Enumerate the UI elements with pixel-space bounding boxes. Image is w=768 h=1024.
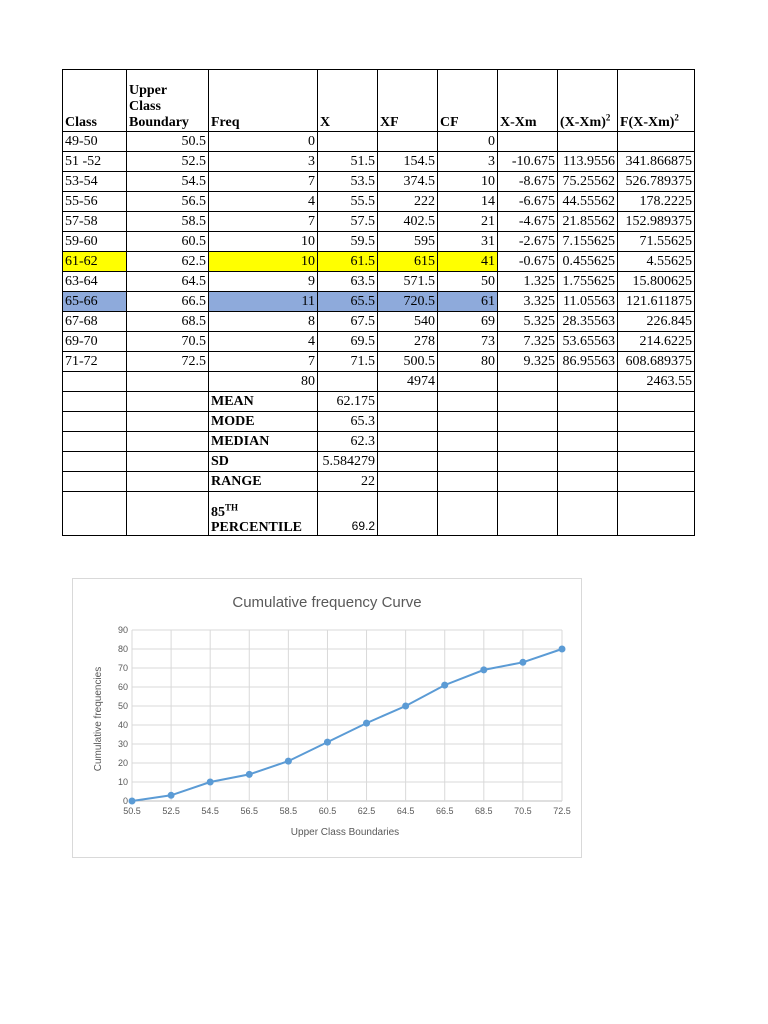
table-row [63,332,695,352]
cell-empty [558,432,618,452]
cell-empty [127,432,209,452]
cell-xf: 500.5 [378,352,438,372]
y-tick-label: 80 [117,644,128,654]
cell-empty [63,412,127,432]
chart-title: Cumulative frequency Curve [232,594,422,611]
stat-row [63,392,695,412]
x-tick-label: 50.5 [123,806,141,816]
cell-class: 59-60 [63,232,127,252]
data-point [129,798,136,805]
cell-empty [438,392,498,412]
cell-f-deviation-squared: 178.2225 [618,192,695,212]
cell-cf: 3 [438,152,498,172]
cell-freq: 11 [209,292,318,312]
cell-empty [438,492,498,536]
table-row [63,312,695,332]
y-tick-label: 30 [117,739,128,749]
cell-upper-boundary: 60.5 [127,232,209,252]
cell-x: 67.5 [318,312,378,332]
cell-empty [558,392,618,412]
cell-class: 61-62 [63,252,127,272]
cell-empty [498,392,558,412]
cell-class: 53-54 [63,172,127,192]
cell-empty [127,392,209,412]
cell-upper-boundary: 64.5 [127,272,209,292]
cell-f-deviation-squared: 341.866875 [618,152,695,172]
header-cf: CF [438,70,498,132]
cell-cf: 10 [438,172,498,192]
cell-freq: 10 [209,252,318,272]
cell-deviation: 1.325 [498,272,558,292]
cell-upper-boundary: 54.5 [127,172,209,192]
cell-empty [63,472,127,492]
cell-f-deviation-squared: 226.845 [618,312,695,332]
header-upper-class-boundary: Upper Class Boundary [127,70,209,132]
percentile-row [63,492,695,536]
cell-cf: 61 [438,292,498,312]
cell-xf [378,132,438,152]
cell-empty [558,372,618,392]
y-axis-label: Cumulative frequencies [93,666,104,772]
x-axis-label: Upper Class Boundaries [290,827,400,838]
cell-deviation-squared [558,132,618,152]
table-row [63,132,695,152]
cell-xf: 402.5 [378,212,438,232]
cell-empty [558,472,618,492]
cell-freq: 3 [209,152,318,172]
cell-xf: 540 [378,312,438,332]
data-point [559,646,566,653]
header-x-xm: X-Xm [498,70,558,132]
table-header-row [63,70,695,132]
stat-row [63,412,695,432]
data-point [207,779,214,786]
cell-empty [378,412,438,432]
x-tick-label: 68.5 [475,806,493,816]
cell-cf: 0 [438,132,498,152]
cell-xf: 154.5 [378,152,438,172]
data-point [441,682,448,689]
cell-x: 59.5 [318,232,378,252]
cell-deviation-squared: 113.9556 [558,152,618,172]
cell-freq: 4 [209,332,318,352]
x-tick-label: 58.5 [279,806,298,816]
cell-deviation: -6.675 [498,192,558,212]
cell-xf: 571.5 [378,272,438,292]
cell-empty [618,392,695,412]
cell-empty [498,372,558,392]
totals-row [63,372,695,392]
total-xf: 4974 [378,372,438,392]
data-point [363,720,370,727]
stat-label: SD [209,452,318,472]
cell-xf: 595 [378,232,438,252]
cell-f-deviation-squared: 152.989375 [618,212,695,232]
cell-deviation-squared: 21.85562 [558,212,618,232]
table-row [63,152,695,172]
cell-x: 63.5 [318,272,378,292]
cell-deviation: -10.675 [498,152,558,172]
cell-freq: 4 [209,192,318,212]
cell-empty [438,412,498,432]
stat-label: MODE [209,412,318,432]
cell-empty [438,472,498,492]
cell-xf: 720.5 [378,292,438,312]
table-row [63,192,695,212]
cell-x: 55.5 [318,192,378,212]
x-tick-label: 72.5 [553,806,571,816]
y-tick-label: 60 [117,682,128,692]
cell-upper-boundary: 68.5 [127,312,209,332]
cell-empty [498,452,558,472]
data-point [519,659,526,666]
data-point [285,758,292,765]
stat-row [63,452,695,472]
cell-x: 53.5 [318,172,378,192]
y-tick-label: 50 [117,701,128,711]
cell-deviation: -4.675 [498,212,558,232]
y-tick-label: 70 [117,663,128,673]
cell-f-deviation-squared: 608.689375 [618,352,695,372]
cell-deviation-squared: 11.05563 [558,292,618,312]
cell-empty [618,472,695,492]
cell-upper-boundary: 58.5 [127,212,209,232]
cell-cf: 41 [438,252,498,272]
cell-class: 65-66 [63,292,127,312]
cell-cf: 21 [438,212,498,232]
cell-deviation: -8.675 [498,172,558,192]
cell-upper-boundary: 56.5 [127,192,209,212]
y-tick-label: 40 [117,720,128,730]
cell-freq: 8 [209,312,318,332]
cell-xf: 374.5 [378,172,438,192]
cell-empty [558,412,618,432]
cell-deviation-squared: 1.755625 [558,272,618,292]
frequency-distribution-table [62,69,695,536]
data-point [480,666,487,673]
y-tick-label: 10 [117,777,128,787]
table-row [63,212,695,232]
header-x-xm-squared: $(X-Xm)^2$ [558,70,618,132]
cell-x: 57.5 [318,212,378,232]
x-tick-label: 66.5 [435,806,454,816]
cell-empty [558,452,618,472]
cell-deviation: -2.675 [498,232,558,252]
header-xf: XF [378,70,438,132]
cell-f-deviation-squared: 526.789375 [618,172,695,192]
cell-f-deviation-squared: 214.6225 [618,332,695,352]
cell-empty [63,432,127,452]
cell-x: 65.5 [318,292,378,312]
x-tick-label: 52.5 [162,806,180,816]
cell-deviation-squared: 86.95563 [558,352,618,372]
cell-empty [438,372,498,392]
header-x: X [318,70,378,132]
cell-x: 51.5 [318,152,378,172]
cell-freq: 10 [209,232,318,252]
cell-freq: 0 [209,132,318,152]
stat-value: 62.175 [318,392,378,412]
cell-empty [127,492,209,536]
cell-cf: 73 [438,332,498,352]
cell-empty [618,452,695,472]
header-class: Class [63,70,127,132]
cell-empty [378,472,438,492]
cell-f-deviation-squared: 71.55625 [618,232,695,252]
x-tick-label: 62.5 [357,806,376,816]
stat-row [63,432,695,452]
table-row [63,172,695,192]
cell-class: 55-56 [63,192,127,212]
cell-empty [498,432,558,452]
stat-value: 22 [318,472,378,492]
cell-empty [63,392,127,412]
header-f-x-xm-squared: $F(X-Xm)^2$ [618,70,695,132]
x-tick-label: 60.5 [318,806,337,816]
y-tick-label: 0 [122,796,128,806]
header-freq: Freq [209,70,318,132]
cell-class: 51 -52 [63,152,127,172]
cell-empty [63,452,127,472]
data-point [324,739,331,746]
data-point [402,703,409,710]
data-point [168,792,175,799]
cell-empty [127,452,209,472]
cell-deviation-squared: 0.455625 [558,252,618,272]
cell-cf: 80 [438,352,498,372]
cell-upper-boundary: 50.5 [127,132,209,152]
cell-empty [378,492,438,536]
data-point [246,771,253,778]
cell-empty [618,412,695,432]
cell-deviation: 3.325 [498,292,558,312]
cell-empty [378,432,438,452]
table-row [63,352,695,372]
stat-label: MEDIAN [209,432,318,452]
cell-f-deviation-squared: 121.611875 [618,292,695,312]
cell-empty [63,372,127,392]
cell-empty [618,492,695,536]
cell-upper-boundary: 72.5 [127,352,209,372]
cell-upper-boundary: 70.5 [127,332,209,352]
cell-x: 71.5 [318,352,378,372]
cell-class: 67-68 [63,312,127,332]
cell-freq: 7 [209,212,318,232]
cell-upper-boundary: 62.5 [127,252,209,272]
stat-label: MEAN [209,392,318,412]
cell-deviation-squared: 28.35563 [558,312,618,332]
cell-f-deviation-squared: 15.800625 [618,272,695,292]
cell-empty [498,492,558,536]
table-row [63,272,695,292]
cell-class: 69-70 [63,332,127,352]
cell-cf: 31 [438,232,498,252]
cell-class: 57-58 [63,212,127,232]
stat-label: RANGE [209,472,318,492]
cell-empty [558,492,618,536]
cell-x: 69.5 [318,332,378,352]
chart-svg [73,579,581,857]
cell-deviation: 5.325 [498,312,558,332]
cell-empty [378,452,438,472]
stat-row [63,472,695,492]
cell-deviation: 9.325 [498,352,558,372]
cell-empty [63,492,127,536]
cell-class: 49-50 [63,132,127,152]
cell-deviation-squared: 44.55562 [558,192,618,212]
cell-empty [318,372,378,392]
table-row [63,292,695,312]
cell-xf: 615 [378,252,438,272]
y-tick-label: 90 [117,625,128,635]
stat-value: 5.584279 [318,452,378,472]
cell-empty [127,372,209,392]
stat-value: 62.3 [318,432,378,452]
stat-value: 65.3 [318,412,378,432]
cumulative-frequency-chart [72,578,582,858]
cell-empty [438,452,498,472]
cell-empty [498,472,558,492]
cell-f-deviation-squared: 4.55625 [618,252,695,272]
cell-xf: 222 [378,192,438,212]
cell-empty [498,412,558,432]
percentile-value: 69.2 [318,492,378,536]
percentile-label: 85TH PERCENTILE [209,492,318,536]
cell-cf: 14 [438,192,498,212]
cell-empty [618,432,695,452]
cell-cf: 50 [438,272,498,292]
cell-empty [127,412,209,432]
x-tick-label: 54.5 [201,806,219,816]
cell-upper-boundary: 52.5 [127,152,209,172]
cell-class: 71-72 [63,352,127,372]
cell-cf: 69 [438,312,498,332]
cell-freq: 9 [209,272,318,292]
cell-freq: 7 [209,172,318,192]
cell-deviation-squared: 53.65563 [558,332,618,352]
y-tick-label: 20 [117,758,128,768]
cell-upper-boundary: 66.5 [127,292,209,312]
x-tick-label: 64.5 [396,806,415,816]
cell-deviation: -0.675 [498,252,558,272]
cell-empty [438,432,498,452]
x-tick-label: 70.5 [514,806,532,816]
x-tick-label: 56.5 [240,806,259,816]
cell-class: 63-64 [63,272,127,292]
cell-x [318,132,378,152]
total-freq: 80 [209,372,318,392]
cell-f-deviation-squared [618,132,695,152]
cell-empty [378,392,438,412]
cell-freq: 7 [209,352,318,372]
cell-x: 61.5 [318,252,378,272]
cell-deviation: 7.325 [498,332,558,352]
table-row [63,232,695,252]
total-f-deviation-squared: 2463.55 [618,372,695,392]
cell-deviation [498,132,558,152]
cell-xf: 278 [378,332,438,352]
cell-empty [127,472,209,492]
table-row [63,252,695,272]
cell-deviation-squared: 75.25562 [558,172,618,192]
cell-deviation-squared: 7.155625 [558,232,618,252]
